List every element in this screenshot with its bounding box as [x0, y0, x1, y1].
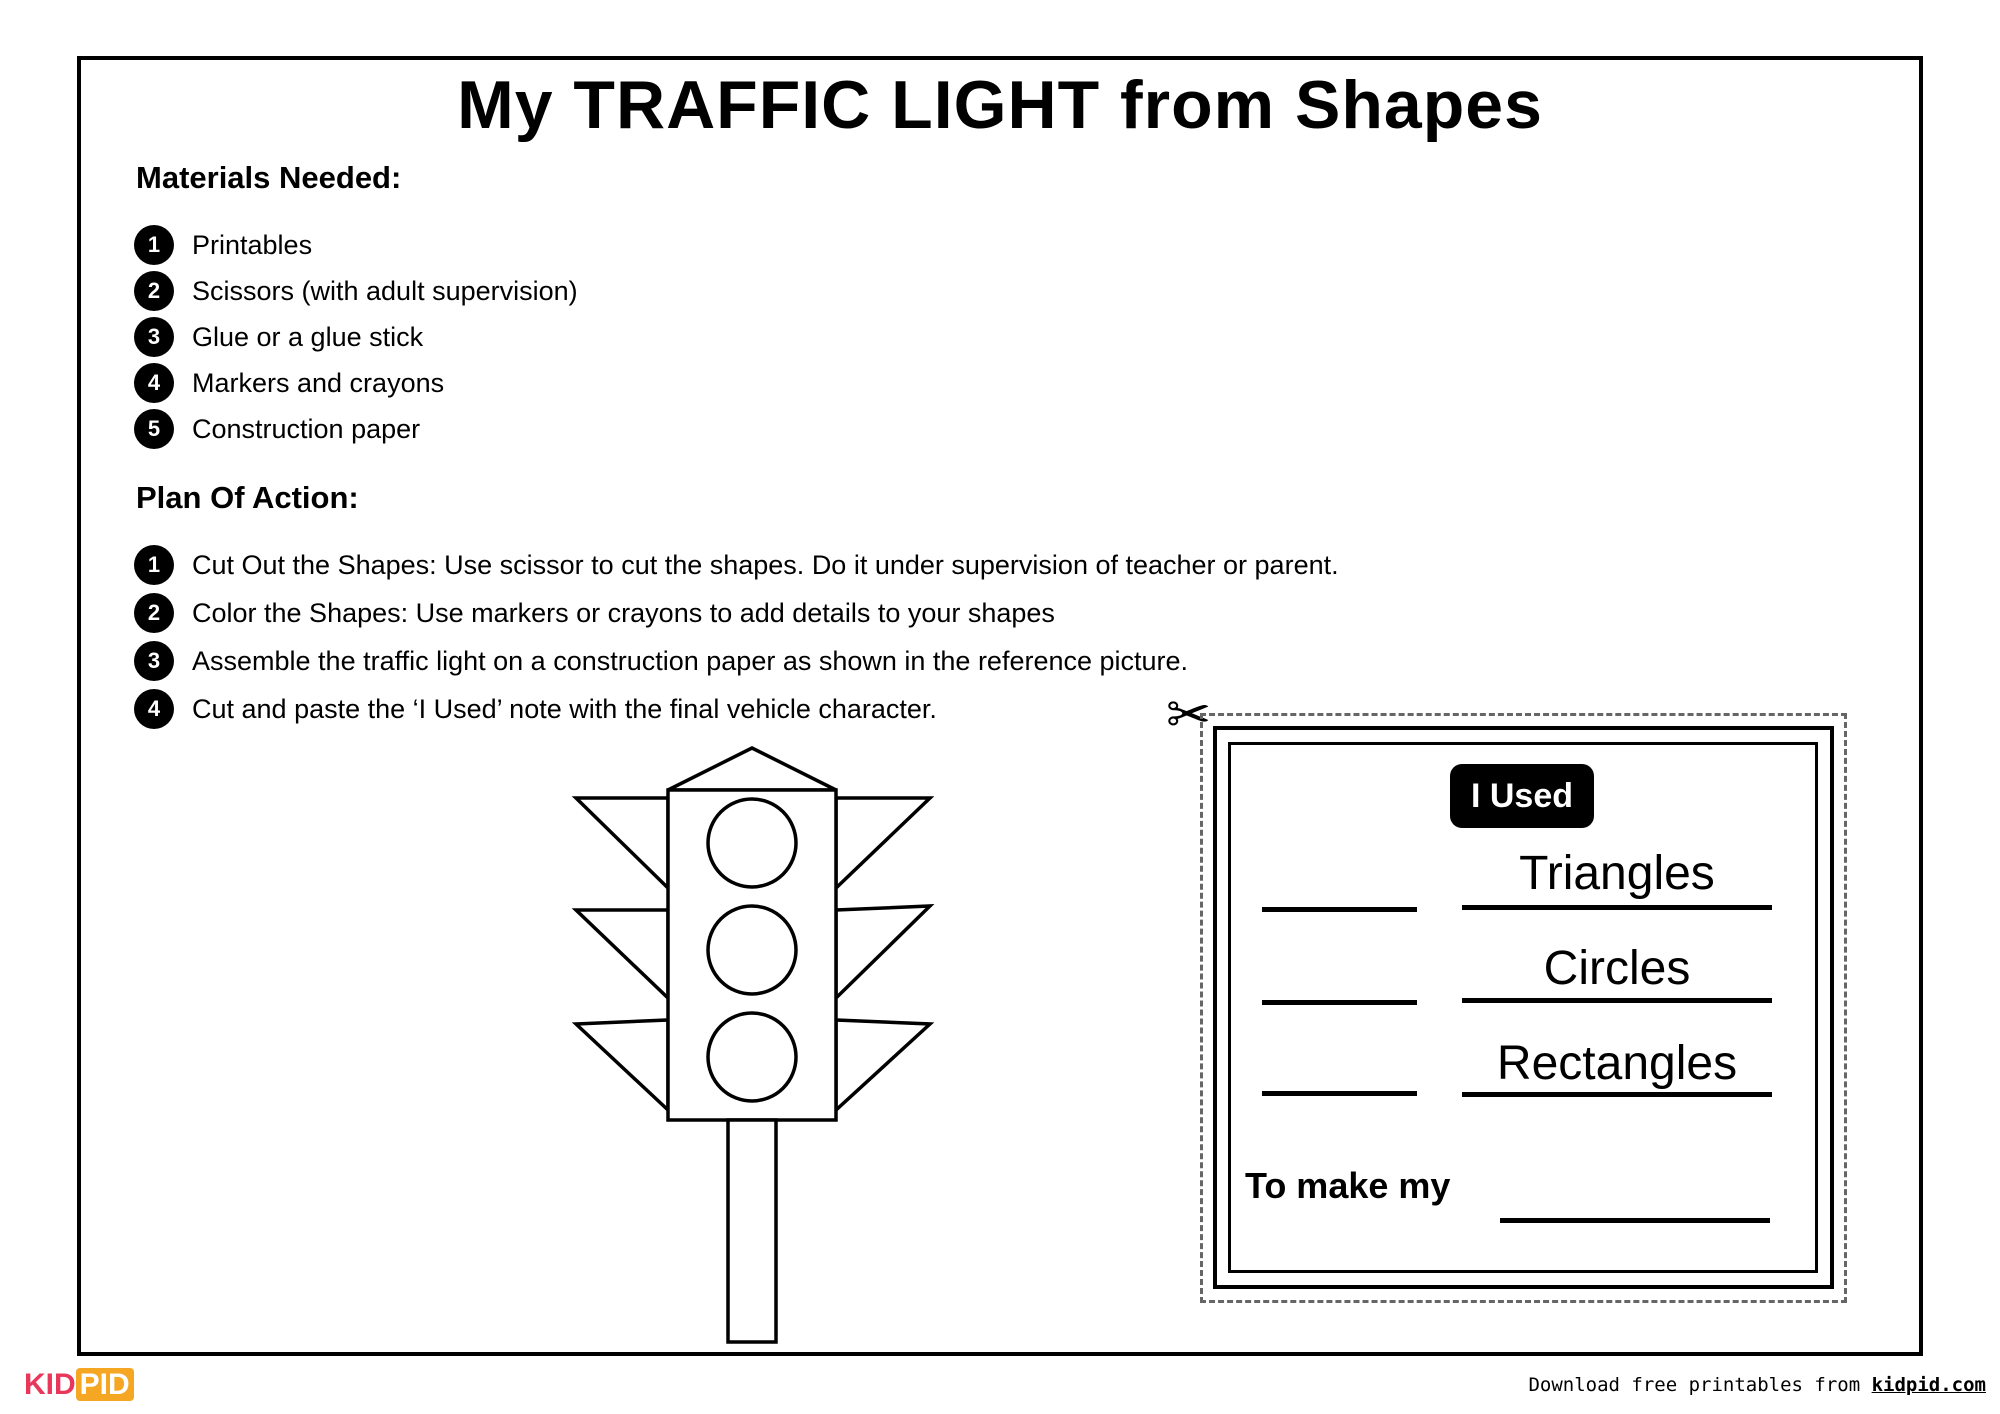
plan-heading: Plan Of Action: [136, 480, 359, 515]
number-badge: 1 [134, 225, 174, 265]
plan-step [134, 592, 1055, 634]
number-badge: 3 [134, 641, 174, 681]
make-label: To make my [1245, 1165, 1451, 1206]
plan-step-text: Cut and paste the ‘I Used’ note with the final vehicle character. [192, 693, 937, 724]
number-badge: 4 [134, 689, 174, 729]
shape-blank-line [1462, 905, 1772, 910]
number-badge: 5 [134, 409, 174, 449]
left-triangle-bottom [576, 1020, 668, 1110]
top-light-circle [708, 799, 796, 887]
materials-item [134, 316, 423, 358]
count-blank-line [1262, 1000, 1417, 1005]
middle-light-circle [708, 906, 796, 994]
materials-item [134, 408, 420, 450]
left-triangle-middle [576, 910, 668, 998]
plan-step [134, 640, 1188, 682]
bottom-light-circle [708, 1013, 796, 1101]
make-blank-line [1500, 1218, 1770, 1223]
materials-item-text: Markers and crayons [192, 367, 445, 398]
footer-site-link[interactable]: kidpid.com [1871, 1374, 1986, 1396]
footer-prefix: Download free printables from [1528, 1374, 1872, 1396]
number-badge: 4 [134, 363, 174, 403]
right-triangle-middle [836, 906, 930, 998]
plan-step-text: Assemble the traffic light on a construction paper as shown in the reference picture. [192, 645, 1189, 676]
shape-blank-line [1462, 1092, 1772, 1097]
plan-step [134, 688, 937, 730]
logo-kid-text: KID [24, 1368, 76, 1401]
materials-item-text: Scissors (with adult supervision) [192, 275, 578, 306]
kidpid-logo [24, 1370, 134, 1400]
pole-rectangle [728, 1120, 776, 1342]
number-badge: 3 [134, 317, 174, 357]
materials-item-text: Construction paper [192, 413, 421, 444]
materials-item-text: Glue or a glue stick [192, 321, 424, 352]
plan-step-text: Cut Out the Shapes: Use scissor to cut the shapes. Do it under supervision of teacher or parent. [192, 549, 1339, 580]
footer-credit [1528, 1374, 1986, 1396]
logo-pid-text: PID [76, 1368, 134, 1401]
page-title: My TRAFFIC LIGHT from Shapes [457, 67, 1543, 143]
shape-word: Circles [1543, 942, 1691, 995]
right-triangle-top [836, 798, 930, 888]
number-badge: 2 [134, 271, 174, 311]
roof-triangle [668, 748, 836, 790]
number-badge: 1 [134, 545, 174, 585]
plan-step-text: Color the Shapes: Use markers or crayons to add details to your shapes [192, 597, 1055, 628]
traffic-light-illustration [560, 740, 960, 1350]
materials-item [134, 270, 578, 312]
count-blank-line [1262, 907, 1417, 912]
right-triangle-bottom [836, 1020, 930, 1110]
shape-word: Triangles [1519, 847, 1715, 900]
number-badge: 2 [134, 593, 174, 633]
left-triangle-top [576, 798, 668, 888]
shape-blank-line [1462, 998, 1772, 1003]
i-used-badge: I Used [1450, 764, 1594, 828]
plan-step [134, 544, 1339, 586]
materials-item [134, 224, 312, 266]
materials-item [134, 362, 444, 404]
scissors-icon: ✂ [1166, 685, 1212, 745]
count-blank-line [1262, 1091, 1417, 1096]
materials-heading: Materials Needed: [136, 160, 402, 195]
materials-item-text: Printables [192, 229, 313, 260]
shape-word: Rectangles [1496, 1037, 1738, 1090]
